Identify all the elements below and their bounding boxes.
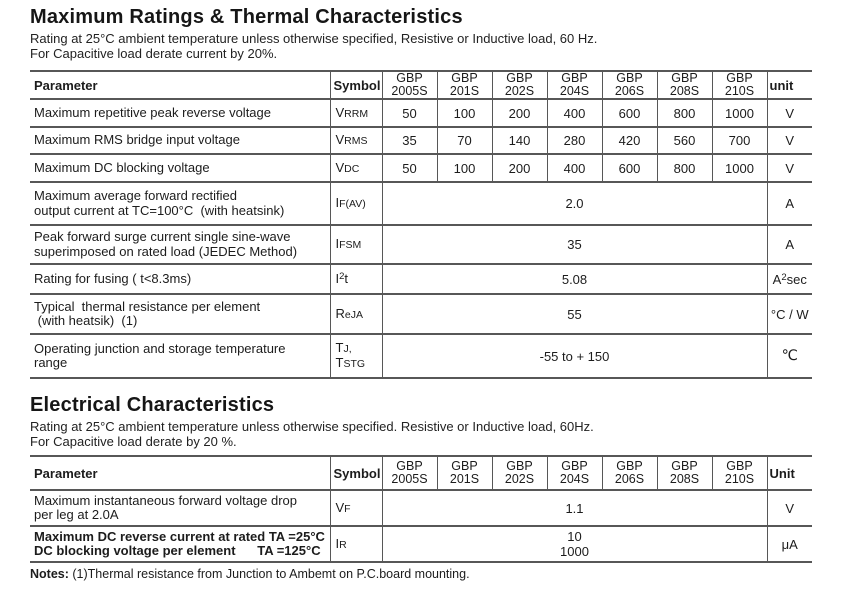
symbol-segment: eJA (344, 308, 363, 321)
symbol-cell (330, 334, 382, 378)
symbol-segment: I (335, 236, 340, 251)
symbol-segment: V (785, 133, 795, 148)
unit-cell (767, 225, 812, 264)
electrical-section-title: Electrical Characteristics (30, 394, 275, 416)
column-header-unit: unit (767, 71, 812, 99)
parameter-cell: Maximum average forward rectified output current at TC=100°C (with heatsink) (30, 182, 330, 225)
notes-line (30, 567, 470, 581)
symbol-segment: RRM (344, 107, 369, 120)
table-row (30, 127, 812, 154)
symbol-segment: J, (343, 343, 352, 355)
value-cell: 35 (382, 127, 437, 154)
merged-value-cell: 5.08 (382, 264, 767, 294)
value-cell: 420 (602, 127, 657, 154)
value-cell: 140 (492, 127, 547, 154)
value-cell: 560 (657, 127, 712, 154)
symbol-segment: STG (343, 358, 366, 370)
value-cell: 400 (547, 154, 602, 182)
electrical-section-header (30, 394, 814, 449)
table-header-row (30, 71, 812, 99)
symbol-cell (330, 154, 382, 182)
unit-cell (767, 99, 812, 127)
value-cell: 800 (657, 99, 712, 127)
parameter-cell: Maximum DC reverse current at rated TA =25°C DC blocking voltage per element TA =125°C (30, 526, 330, 562)
parameter-cell: Maximum repetitive peak reverse voltage (30, 99, 330, 127)
symbol-segment: 2 (781, 271, 787, 283)
table-row (30, 182, 812, 225)
column-header-parameter: Parameter (30, 71, 330, 99)
parameter-cell: Peak forward surge current single sine-wave superimposed on rated load (JEDEC Method) (30, 225, 330, 264)
symbol-cell (330, 127, 382, 154)
value-cell: 600 (602, 154, 657, 182)
symbol-segment: V (335, 499, 345, 515)
symbol-segment: ℃ (781, 348, 798, 364)
column-header-part: GBP 204S (547, 71, 602, 99)
electrical-condition-line-2: For Capacitive load derate by 20 %. (30, 433, 237, 449)
symbol-segment: μA (781, 536, 798, 552)
symbol-segment: V (785, 105, 795, 121)
symbol-cell (330, 99, 382, 127)
symbol-segment: FSM (339, 239, 362, 251)
value-cell: 100 (437, 99, 492, 127)
value-cell: 1000 (712, 154, 767, 182)
column-header-part: GBP 206S (602, 71, 657, 99)
column-header-part: GBP 201S (437, 456, 492, 490)
symbol-segment: V (785, 500, 795, 516)
unit-cell (767, 490, 812, 526)
symbol-cell (330, 490, 382, 526)
thermal-section-title: Maximum Ratings & Thermal Characteristics (30, 6, 463, 28)
column-header-part: GBP 204S (547, 456, 602, 490)
value-cell: 400 (547, 99, 602, 127)
column-header-symbol: Symbol (330, 456, 382, 490)
table-row (30, 154, 812, 182)
table-row (30, 99, 812, 127)
symbol-segment: I (335, 270, 340, 286)
symbol-cell (330, 294, 382, 334)
merged-value-cell: 35 (382, 225, 767, 264)
merged-value-cell: 2.0 (382, 182, 767, 225)
column-header-part: GBP 206S (602, 456, 657, 490)
parameter-cell: Maximum RMS bridge input voltage (30, 127, 330, 154)
thermal-condition-line-2: For Capacitive load derate current by 20%. (30, 45, 278, 61)
column-header-part: GBP 210S (712, 71, 767, 99)
column-header-part: GBP 210S (712, 456, 767, 490)
symbol-segment: T (335, 355, 344, 370)
parameter-cell: Rating for fusing ( t<8.3ms) (30, 264, 330, 294)
symbol-segment: 2 (339, 270, 345, 282)
column-header-part: GBP 201S (437, 71, 492, 99)
parameter-cell: Typical thermal resistance per element (with heatsik) (1) (30, 294, 330, 334)
notes-text: (1)Thermal resistance from Junction to Ambemt on P.C.board mounting. (68, 567, 470, 581)
electrical-condition-line-1: Rating at 25°C ambient temperature unless otherwise specified. Resistive or Inductive load, 60Hz. (30, 419, 594, 434)
column-header-part: GBP 202S (492, 456, 547, 490)
symbol-segment: DC (344, 162, 360, 175)
value-cell: 50 (382, 154, 437, 182)
unit-cell (767, 127, 812, 154)
symbol-segment: I (335, 195, 340, 210)
value-cell: 1000 (712, 99, 767, 127)
symbol-segment: T (335, 340, 344, 355)
table-row (30, 526, 812, 562)
value-cell: 700 (712, 127, 767, 154)
thermal-section-header (30, 6, 814, 61)
symbol-segment: V (785, 160, 795, 176)
table-row (30, 490, 812, 526)
column-header-part: GBP 2005S (382, 71, 437, 99)
column-header-part: GBP 208S (657, 456, 712, 490)
symbol-cell (330, 264, 382, 294)
table-row (30, 334, 812, 378)
symbol-segment: V (335, 104, 345, 120)
max-ratings-table (30, 70, 812, 379)
max-ratings-table (30, 70, 814, 379)
value-cell: 280 (547, 127, 602, 154)
table-row (30, 225, 812, 264)
column-header-part: GBP 202S (492, 71, 547, 99)
table-row (30, 294, 812, 334)
column-header-parameter: Parameter (30, 456, 330, 490)
electrical-characteristics-table (30, 455, 814, 563)
symbol-segment: R (339, 538, 347, 551)
symbol-segment: V (335, 159, 345, 175)
parameter-cell: Maximum instantaneous forward voltage drop per leg at 2.0A (30, 490, 330, 526)
unit-cell (767, 154, 812, 182)
table-row (30, 264, 812, 294)
merged-value-cell: 55 (382, 294, 767, 334)
parameter-cell: Maximum DC blocking voltage (30, 154, 330, 182)
value-cell: 600 (602, 99, 657, 127)
symbol-segment: t (344, 270, 349, 286)
value-cell: 200 (492, 154, 547, 182)
column-header-symbol: Symbol (330, 71, 382, 99)
symbol-segment: A (772, 271, 782, 287)
symbol-segment: R (335, 305, 345, 321)
unit-cell (767, 182, 812, 225)
electrical-characteristics-table (30, 455, 812, 563)
symbol-segment: V (335, 132, 345, 147)
unit-cell (767, 334, 812, 378)
symbol-segment: sec (786, 271, 807, 287)
parameter-cell: Operating junction and storage temperature range (30, 334, 330, 378)
symbol-segment: A (785, 237, 795, 252)
unit-cell (767, 294, 812, 334)
value-cell: 100 (437, 154, 492, 182)
merged-value-cell: 10 1000 (382, 526, 767, 562)
column-header-part: GBP 208S (657, 71, 712, 99)
table-header-row (30, 456, 812, 490)
symbol-cell (330, 225, 382, 264)
value-cell: 200 (492, 99, 547, 127)
thermal-condition-line-1: Rating at 25°C ambient temperature unless otherwise specified, Resistive or Inductive load, 60 Hz. (30, 31, 598, 46)
symbol-segment: F (344, 502, 351, 515)
column-header-part: GBP 2005S (382, 456, 437, 490)
symbol-segment: A (785, 196, 795, 211)
value-cell: 50 (382, 99, 437, 127)
notes-label: Notes: (30, 567, 69, 581)
value-cell: 70 (437, 127, 492, 154)
symbol-cell (330, 526, 382, 562)
unit-cell (767, 526, 812, 562)
merged-value-cell: -55 to + 150 (382, 334, 767, 378)
merged-value-cell: 1.1 (382, 490, 767, 526)
symbol-segment: F(AV) (339, 198, 366, 210)
unit-cell (767, 264, 812, 294)
column-header-unit: Unit (767, 456, 812, 490)
value-cell: 800 (657, 154, 712, 182)
symbol-cell (330, 182, 382, 225)
symbol-segment: I (335, 535, 340, 551)
symbol-segment: RMS (344, 135, 368, 147)
symbol-segment: °C / W (770, 306, 809, 322)
